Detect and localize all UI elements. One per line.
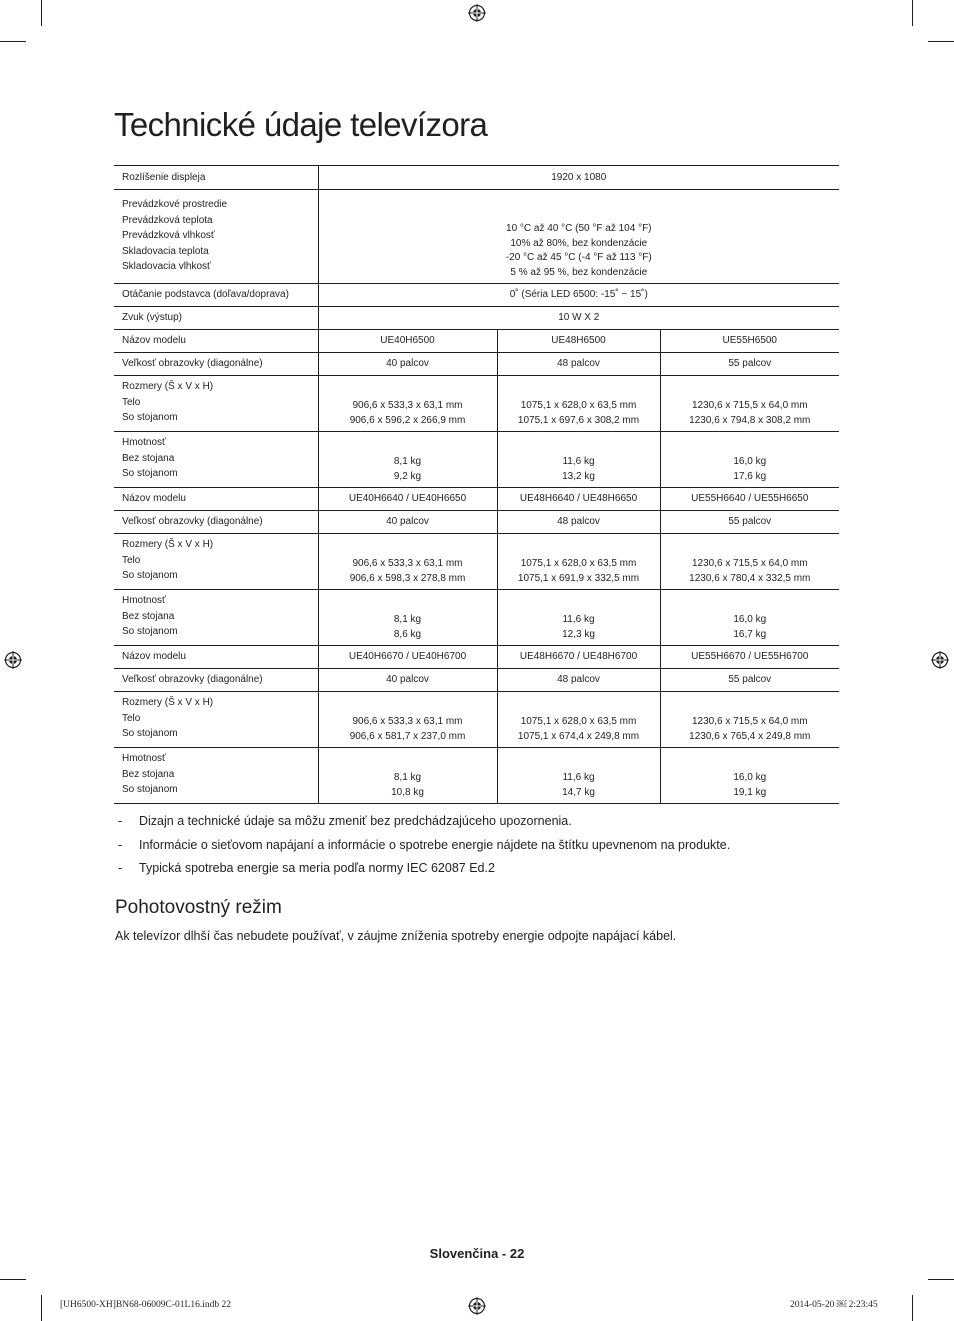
spec-label bbox=[114, 376, 318, 432]
spec-sublabel: Rozmery (Š x V x H) bbox=[122, 697, 214, 708]
page-title: Technické údaje televízora bbox=[114, 106, 488, 143]
page-number: Slovenčina - 22 bbox=[429, 1246, 525, 1261]
screen-size: 48 palcov bbox=[497, 511, 660, 534]
spec-sublabel: So stojanom bbox=[122, 412, 178, 423]
weight-value-line: 13,2 kg bbox=[562, 470, 595, 482]
dimension-value bbox=[660, 376, 839, 432]
registration-mark-icon bbox=[4, 651, 22, 669]
model-name: UE40H6670 / UE40H6700 bbox=[318, 646, 497, 669]
dimension-value-line: 1230,6 x 780,4 x 332,5 mm bbox=[689, 572, 811, 584]
screen-size: 40 palcov bbox=[318, 353, 497, 376]
weight-value-line: 14,7 kg bbox=[562, 786, 595, 798]
spec-sublabel: So stojanom bbox=[122, 626, 178, 637]
spec-sublabel: So stojanom bbox=[122, 728, 178, 739]
spec-value: 10 W X 2 bbox=[318, 307, 839, 330]
spec-label: Názov modelu bbox=[114, 488, 318, 511]
spec-sublabel: Telo bbox=[122, 712, 141, 724]
env-label: Prevádzkové prostredie bbox=[122, 199, 228, 210]
dimension-value bbox=[660, 692, 839, 748]
note-text: Informácie o sieťovom napájaní a informácie o spotrebe energie nájdete na štítku upevnenom na produkte. bbox=[139, 837, 731, 852]
model-name: UE48H6670 / UE48H6700 bbox=[497, 646, 660, 669]
env-value: -20 °C až 45 °C (-4 °F až 113 °F) bbox=[505, 252, 652, 263]
crop-mark bbox=[928, 41, 954, 42]
spec-label bbox=[114, 190, 318, 284]
screen-size: 55 palcov bbox=[660, 669, 839, 692]
spec-sublabel: So stojanom bbox=[122, 784, 178, 795]
crop-mark bbox=[0, 41, 26, 42]
spec-value: 1920 x 1080 bbox=[318, 166, 839, 190]
spec-sublabel: Telo bbox=[122, 396, 141, 408]
spec-label: Názov modelu bbox=[114, 330, 318, 353]
spec-label: Veľkosť obrazovky (diagonálne) bbox=[114, 353, 318, 376]
weight-value bbox=[497, 590, 660, 646]
spec-row-sound bbox=[114, 307, 839, 330]
spec-sublabel: Hmotnosť bbox=[122, 595, 166, 606]
weight-value-line: 8,1 kg bbox=[393, 456, 422, 467]
spec-row-dimensions bbox=[114, 534, 839, 590]
spec-value bbox=[318, 190, 839, 284]
dimension-value bbox=[660, 534, 839, 590]
note-dash: - bbox=[118, 861, 123, 875]
weight-value bbox=[497, 432, 660, 488]
note-text: Dizajn a technické údaje sa môžu zmeniť bez predchádzajúceho upozornenia. bbox=[139, 814, 572, 828]
env-value: 10% až 80%, bez kondenzácie bbox=[510, 237, 648, 249]
spec-label bbox=[114, 590, 318, 646]
env-value: 5 % až 95 %, bez kondenzácie bbox=[510, 266, 648, 278]
screen-size: 40 palcov bbox=[318, 669, 497, 692]
screen-size: 55 palcov bbox=[660, 353, 839, 376]
weight-value bbox=[318, 590, 497, 646]
spec-row-dimensions bbox=[114, 692, 839, 748]
spec-label bbox=[114, 748, 318, 804]
spec-label bbox=[114, 692, 318, 748]
print-slug-file: [UH6500-XH]BN68-06009C-01L16.indb 22 bbox=[60, 1300, 231, 1310]
spec-sublabel: So stojanom bbox=[122, 570, 178, 581]
spec-row-swivel bbox=[114, 284, 839, 307]
spec-row-weight bbox=[114, 590, 839, 646]
weight-value-line: 8,1 kg bbox=[393, 614, 422, 625]
spec-label bbox=[114, 432, 318, 488]
note-dash: - bbox=[118, 837, 123, 852]
registration-mark-icon bbox=[468, 1297, 486, 1315]
registration-mark-icon bbox=[468, 4, 486, 22]
weight-value-line: 11,6 kg bbox=[562, 614, 595, 625]
dimension-value bbox=[497, 692, 660, 748]
spec-row-screen-size bbox=[114, 511, 839, 534]
model-name: UE55H6500 bbox=[660, 330, 839, 353]
dimension-value-line: 906,6 x 598,3 x 278,8 mm bbox=[349, 572, 466, 584]
spec-sublabel: So stojanom bbox=[122, 468, 178, 479]
spec-sublabel: Bez stojana bbox=[122, 610, 175, 622]
env-label: Skladovacia teplota bbox=[122, 245, 209, 257]
spec-row-screen-size bbox=[114, 669, 839, 692]
model-name: UE48H6640 / UE48H6650 bbox=[497, 488, 660, 511]
weight-value-line: 8,6 kg bbox=[393, 628, 422, 640]
spec-row-model bbox=[114, 488, 839, 511]
dimension-value-line: 1230,6 x 715,5 x 64,0 mm bbox=[691, 558, 808, 569]
notes-list bbox=[114, 812, 730, 883]
spec-value: 0˚ (Séria LED 6500: -15˚ ~ 15˚) bbox=[318, 284, 839, 307]
spec-label: Veľkosť obrazovky (diagonálne) bbox=[114, 669, 318, 692]
env-value: 10 °C až 40 °C (50 °F až 104 °F) bbox=[506, 223, 652, 234]
spec-table bbox=[114, 165, 839, 804]
standby-heading: Pohotovostný režim bbox=[115, 897, 282, 918]
standby-text: Ak televízor dlhší čas nebudete používať, v záujme zníženia spotreby energie odpojte napájací kábel. bbox=[115, 929, 677, 943]
weight-value-line: 17,6 kg bbox=[733, 470, 767, 482]
spec-label: Názov modelu bbox=[114, 646, 318, 669]
spec-row-screen-size bbox=[114, 353, 839, 376]
screen-size: 48 palcov bbox=[497, 669, 660, 692]
spec-label: Veľkosť obrazovky (diagonálne) bbox=[114, 511, 318, 534]
spec-sublabel: Telo bbox=[122, 554, 141, 566]
screen-size: 40 palcov bbox=[318, 511, 497, 534]
crop-mark bbox=[0, 1279, 26, 1280]
dimension-value-line: 906,6 x 533,3 x 63,1 mm bbox=[352, 558, 463, 569]
weight-value-line: 16,0 kg bbox=[733, 772, 767, 783]
weight-value-line: 16,0 kg bbox=[733, 614, 767, 625]
crop-mark bbox=[912, 1295, 913, 1321]
weight-value bbox=[318, 748, 497, 804]
crop-mark bbox=[41, 1295, 42, 1321]
spec-label: Rozlíšenie displeja bbox=[114, 166, 318, 190]
dimension-value-line: 1075,1 x 628,0 x 63,5 mm bbox=[520, 558, 637, 569]
spec-row-weight bbox=[114, 748, 839, 804]
crop-mark bbox=[928, 1279, 954, 1280]
dimension-value-line: 1075,1 x 697,6 x 308,2 mm bbox=[517, 414, 640, 426]
note-text: Typická spotreba energie sa meria podľa normy IEC 62087 Ed.2 bbox=[139, 861, 495, 875]
spec-sublabel: Rozmery (Š x V x H) bbox=[122, 381, 214, 392]
spec-row-model bbox=[114, 646, 839, 669]
env-label: Skladovacia vlhkosť bbox=[122, 261, 211, 272]
spec-sublabel: Bez stojana bbox=[122, 768, 175, 780]
registration-mark-icon bbox=[931, 651, 949, 669]
screen-size: 48 palcov bbox=[497, 353, 660, 376]
dimension-value-line: 1230,6 x 794,8 x 308,2 mm bbox=[689, 414, 811, 426]
dimension-value-line: 906,6 x 581,7 x 237,0 mm bbox=[349, 730, 466, 742]
model-name: UE40H6640 / UE40H6650 bbox=[318, 488, 497, 511]
crop-mark bbox=[41, 0, 42, 26]
dimension-value-line: 906,6 x 533,3 x 63,1 mm bbox=[352, 716, 463, 727]
dimension-value-line: 1230,6 x 715,5 x 64,0 mm bbox=[691, 716, 808, 727]
note-item bbox=[114, 859, 730, 883]
spec-label: Otáčanie podstavca (doľava/doprava) bbox=[114, 284, 318, 307]
model-name: UE55H6640 / UE55H6650 bbox=[660, 488, 839, 511]
weight-value bbox=[660, 432, 839, 488]
dimension-value-line: 1075,1 x 691,9 x 332,5 mm bbox=[517, 572, 640, 584]
spec-sublabel: Bez stojana bbox=[122, 452, 175, 464]
model-name: UE48H6500 bbox=[497, 330, 660, 353]
dimension-value-line: 1075,1 x 628,0 x 63,5 mm bbox=[520, 716, 637, 727]
dimension-value-line: 1075,1 x 628,0 x 63,5 mm bbox=[520, 400, 637, 411]
weight-value-line: 12,3 kg bbox=[562, 628, 595, 640]
weight-value bbox=[660, 748, 839, 804]
weight-value bbox=[660, 590, 839, 646]
weight-value bbox=[497, 748, 660, 804]
dimension-value bbox=[318, 376, 497, 432]
dimension-value-line: 1230,6 x 765,4 x 249,8 mm bbox=[689, 730, 811, 742]
weight-value-line: 9,2 kg bbox=[393, 470, 422, 482]
spec-label: Zvuk (výstup) bbox=[114, 307, 318, 330]
dimension-value-line: 1230,6 x 715,5 x 64,0 mm bbox=[691, 400, 808, 411]
env-label: Prevádzková teplota bbox=[122, 214, 213, 226]
weight-value bbox=[318, 432, 497, 488]
weight-value-line: 11,6 kg bbox=[562, 772, 595, 783]
spec-row-environment bbox=[114, 190, 839, 284]
dimension-value-line: 1075,1 x 674,4 x 249,8 mm bbox=[517, 730, 640, 742]
dimension-value bbox=[497, 534, 660, 590]
weight-value-line: 11,6 kg bbox=[562, 456, 595, 467]
spec-row-model bbox=[114, 330, 839, 353]
weight-value-line: 16,0 kg bbox=[733, 456, 767, 467]
spec-sublabel: Rozmery (Š x V x H) bbox=[122, 539, 214, 550]
spec-sublabel: Hmotnosť bbox=[122, 437, 166, 448]
spec-sublabel: Hmotnosť bbox=[122, 753, 166, 764]
dimension-value bbox=[318, 534, 497, 590]
note-item bbox=[114, 812, 730, 836]
spec-label bbox=[114, 534, 318, 590]
note-dash: - bbox=[118, 814, 123, 828]
env-label: Prevádzková vlhkosť bbox=[122, 230, 215, 241]
dimension-value bbox=[318, 692, 497, 748]
print-slug-date: 2014-05-20 ￼ 2:23:45 bbox=[790, 1300, 878, 1310]
dimension-value-line: 906,6 x 596,2 x 266,9 mm bbox=[349, 414, 466, 426]
model-name: UE40H6500 bbox=[318, 330, 497, 353]
note-item bbox=[114, 836, 730, 860]
dimension-value-line: 906,6 x 533,3 x 63,1 mm bbox=[352, 400, 463, 411]
model-name: UE55H6670 / UE55H6700 bbox=[660, 646, 839, 669]
weight-value-line: 8,1 kg bbox=[393, 772, 422, 783]
spec-row-weight bbox=[114, 432, 839, 488]
screen-size: 55 palcov bbox=[660, 511, 839, 534]
weight-value-line: 19,1 kg bbox=[733, 786, 767, 798]
crop-mark bbox=[912, 0, 913, 26]
weight-value-line: 16,7 kg bbox=[733, 628, 767, 640]
weight-value-line: 10,8 kg bbox=[391, 786, 424, 798]
spec-row-resolution bbox=[114, 166, 839, 190]
dimension-value bbox=[497, 376, 660, 432]
spec-row-dimensions bbox=[114, 376, 839, 432]
